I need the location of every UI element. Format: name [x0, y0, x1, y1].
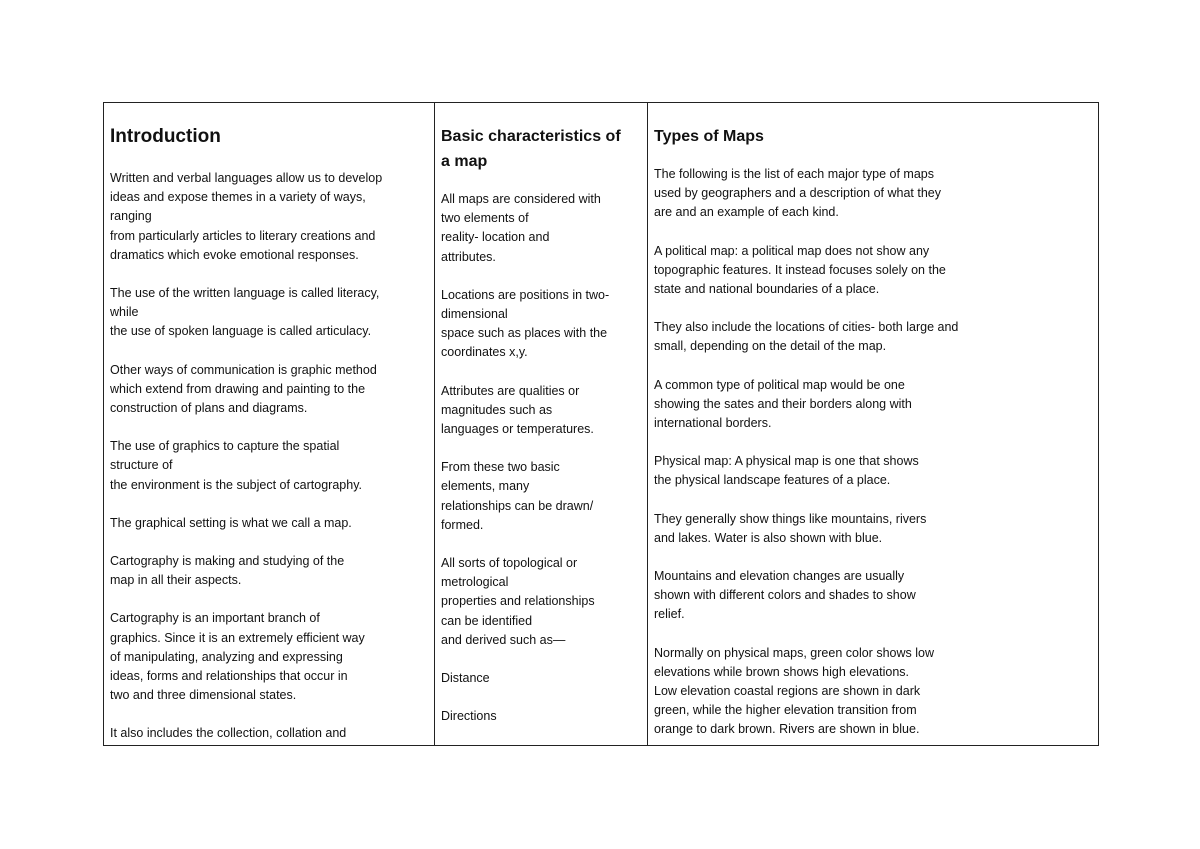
paragraph: Cartography is making and studying of the map in all their aspects. [110, 554, 345, 588]
paragraph: The graphical setting is what we call a map. [110, 515, 352, 530]
paragraph: The use of graphics to capture the spatial structure of the environment is the subject of cartography. [110, 439, 362, 492]
paragraph: Locations are positions in two- dimensional space such as places with the coordinates x,y. [441, 287, 610, 360]
paragraph: Directions [441, 709, 497, 724]
basic-characteristics-heading: Basic characteristics of a map [441, 128, 621, 170]
paragraph: The use of the written language is called literacy, while the use of spoken language is called articulacy. [110, 286, 380, 339]
introduction-heading: Introduction [110, 126, 221, 147]
paragraph: All maps are considered with two elements of reality- location and attributes. [441, 192, 601, 264]
paragraph: From these two basic elements, many relationships can be drawn/ formed. [441, 460, 594, 532]
types-of-maps-heading: Types of Maps [654, 128, 764, 145]
paragraph: Mountains and elevation changes are usually shown with different colors and shades to show relief. [654, 569, 916, 622]
paragraph: Written and verbal languages allow us to develop ideas and expose themes in a variety of ways, ranging from particularly articles to literary creations and dramatics which evoke emotional responses. [110, 171, 383, 262]
paragraph: They also include the locations of cities- both large and small, depending on the detail of the map. [654, 320, 959, 354]
paragraph: Physical map: A physical map is one that shows the physical landscape features of a place. [654, 454, 919, 488]
paragraph: Attributes are qualities or magnitudes such as languages or temperatures. [441, 383, 594, 437]
paragraph: They generally show things like mountains, rivers and lakes. Water is also shown with blue. [654, 511, 927, 545]
paragraph: The following is the list of each major type of maps used by geographers and a description of what they are and an example of each kind. [654, 167, 941, 220]
paragraph: All sorts of topological or metrological properties and relationships can be identified and derived such as— [441, 556, 595, 647]
types-of-maps-column [648, 103, 1098, 745]
paragraph: Other ways of communication is graphic method which extend from drawing and painting to the construction of plans and diagrams. [110, 362, 377, 416]
content-table [103, 102, 1099, 746]
paragraph: A political map: a political map does not show any topographic features. It instead focuses solely on the state and national boundaries of a place. [654, 243, 946, 297]
basic-characteristics-column [435, 103, 648, 745]
paragraph: A common type of political map would be one showing the sates and their borders along with international borders. [654, 377, 912, 431]
paragraph: Distance [441, 671, 490, 686]
paragraph: It also includes the collection, collation and [110, 726, 347, 741]
introduction-column [104, 103, 435, 745]
paragraph: Cartography is an important branch of graphics. Since it is an extremely efficient way of manipulating, analyzing and expressing ideas, forms and relationships that occur in two and three dimensional states. [110, 611, 365, 703]
paragraph: Normally on physical maps, green color shows low elevations while brown shows high elevations. Low elevation coastal regions are shown in dark green, while the higher elevation transition from orange to dark brown. Rivers are shown in blue. [654, 645, 934, 737]
